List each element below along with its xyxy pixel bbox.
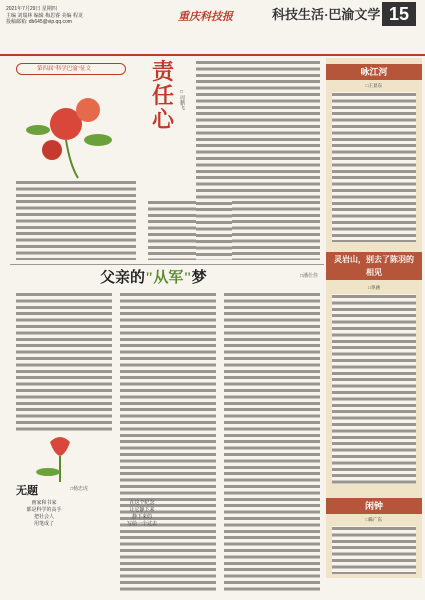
- article2-byline: □潘仕佳: [300, 274, 319, 279]
- sidebar-title-2: 灵岩山，别去了陈羽的相见: [326, 252, 422, 280]
- article1-body-col1: [16, 180, 136, 260]
- sidebar-poem-1: [332, 92, 416, 242]
- page-header: [0, 0, 425, 56]
- poem-line: 让它静下来: [129, 508, 155, 513]
- poem-line: 都是科学的高手: [26, 508, 62, 513]
- sidebar-poem-2: [332, 294, 416, 484]
- article2-title-post: 梦: [191, 270, 207, 286]
- poem-line: 静下来的: [131, 515, 152, 520]
- contest-tag: 第四届"科学巴渝"征文: [16, 63, 126, 75]
- newspaper-brand: 重庆科技报: [178, 11, 233, 23]
- tulip-illustration: [20, 432, 100, 482]
- poem-line: 画家和书家: [31, 501, 57, 506]
- poem-mid-body: [112, 500, 172, 528]
- article2-body-col1: [16, 292, 112, 432]
- article2-title: [100, 266, 207, 287]
- meta-editors: 主编 刘瑞林 编辑 梅思睿 美编 程龙: [6, 12, 83, 19]
- sidebar-author-1: □王显东: [365, 83, 383, 88]
- meta-email: 投稿邮箱: db645@vip.qq.com: [6, 19, 72, 25]
- header-meta: [6, 6, 176, 26]
- sidebar-poem-3: [332, 526, 416, 574]
- divider: [10, 264, 324, 265]
- article1-title: 责任心: [151, 59, 174, 132]
- article2-title-mid: "从军": [145, 270, 192, 286]
- poem-line: 写给一个过去: [126, 522, 157, 527]
- sidebar-title-1: 咏江河: [326, 64, 422, 80]
- article2-title-pre: 父亲的: [100, 270, 146, 286]
- sidebar-author-3: □陈广东: [365, 517, 383, 522]
- poem-author: □杨忠虎: [70, 487, 89, 492]
- sidebar: [326, 58, 422, 578]
- page-number: 15: [382, 2, 416, 26]
- article1-byline: □周鹏飞: [179, 90, 184, 110]
- article2-body-col2: [120, 292, 216, 592]
- poem-body: [14, 500, 74, 528]
- meta-date: 2021年7月29日 星期四: [6, 6, 57, 12]
- flower-illustration: [18, 80, 138, 180]
- sidebar-author-2: □李涵: [368, 285, 380, 290]
- poem-title: 无题: [16, 485, 38, 497]
- poem-line: 把社会人: [33, 515, 54, 520]
- sidebar-title-3: 闲钟: [326, 498, 422, 514]
- poem-line: 在这个纪念: [129, 501, 155, 506]
- section-title: 科技生活·巴渝文学: [272, 7, 381, 22]
- article2-body-col3: [224, 292, 320, 592]
- article1-body-col4: [232, 200, 320, 260]
- poem-line: 用笔成了: [33, 522, 54, 527]
